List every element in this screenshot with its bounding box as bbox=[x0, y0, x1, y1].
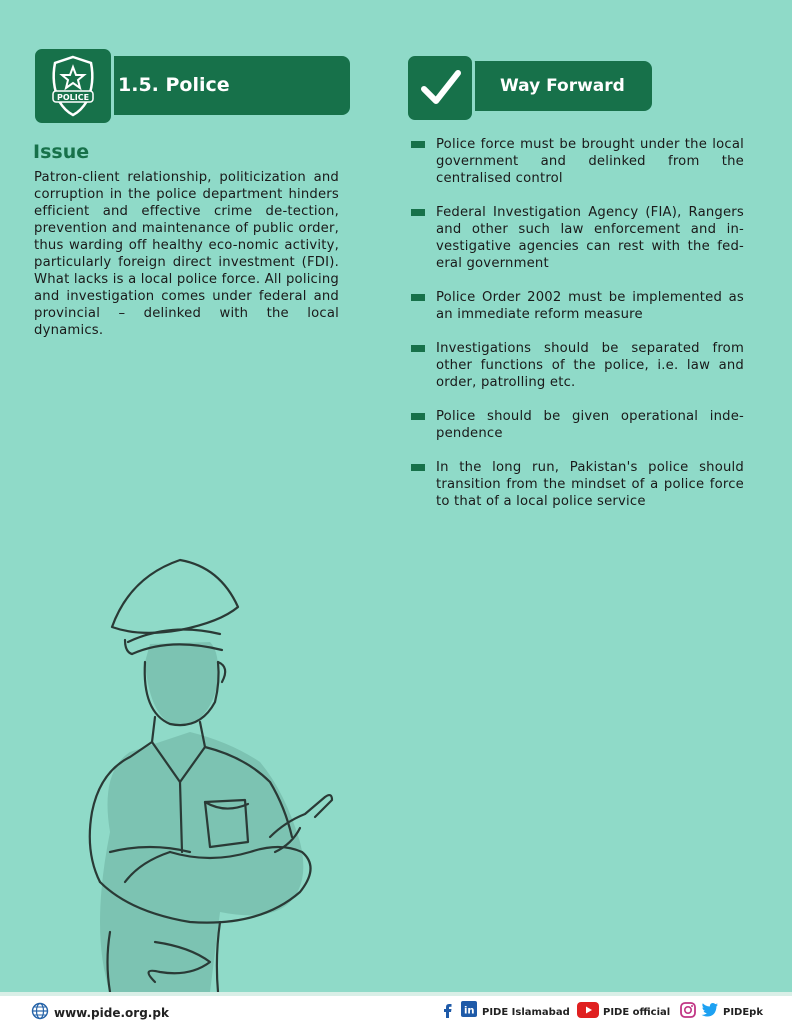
linkedin-icon[interactable] bbox=[461, 1001, 477, 1017]
way-forward-list bbox=[411, 136, 744, 510]
bullet-icon bbox=[411, 345, 425, 352]
check-box bbox=[405, 53, 475, 123]
list-item-text: Police Order 2002 must be implemented as an immediate reform measure bbox=[436, 290, 744, 322]
badge-text: POLICE bbox=[56, 93, 90, 102]
way-forward-title: Way Forward bbox=[500, 76, 625, 96]
website-link[interactable]: www.pide.org.pk bbox=[54, 1006, 169, 1020]
list-item bbox=[411, 408, 744, 442]
issue-text: Patron-client relationship, politicization and corruption in the police department hinders efficient and effective crime de-tection, prevention and maintenance of public order, thus warding off healthy eco-nomic activity, particularly foreign direct investment (FDI). What lacks is a local police force. All policing and investigation comes under federal and provincial – delinked with the local dynamics. bbox=[34, 170, 339, 338]
section-title: 1.5. Police bbox=[118, 74, 230, 96]
svg-text:in: in bbox=[464, 1005, 475, 1017]
twitter-label[interactable]: PIDEpk bbox=[723, 1007, 763, 1018]
list-item bbox=[411, 340, 744, 391]
list-item-text: Federal Investigation Agency (FIA), Rangers and other such law enforcement and in-vestigative agencies can rest with the fed-eral government bbox=[436, 205, 744, 271]
list-item bbox=[411, 204, 744, 272]
instagram-icon[interactable] bbox=[680, 1002, 696, 1018]
list-item-text: Investigations should be separated from other functions of the police, i.e. law and order, patrolling etc. bbox=[436, 341, 744, 390]
policeman-illustration bbox=[70, 552, 370, 992]
checkmark-icon bbox=[408, 56, 472, 120]
issue-heading: Issue bbox=[33, 141, 90, 163]
globe-icon[interactable] bbox=[31, 1002, 49, 1020]
facebook-icon[interactable] bbox=[441, 1001, 453, 1019]
youtube-icon[interactable] bbox=[577, 1002, 599, 1018]
list-item bbox=[411, 289, 744, 323]
bullet-icon bbox=[411, 141, 425, 148]
twitter-icon[interactable] bbox=[701, 1002, 719, 1018]
list-item-text: Police force must be brought under the local government and delinked from the centralised control bbox=[436, 137, 744, 186]
police-badge-box bbox=[32, 46, 114, 126]
list-item-text: Police should be given operational inde-pendence bbox=[436, 409, 744, 441]
list-item-text: In the long run, Pakistan's police should transition from the mindset of a police force to that of a local police service bbox=[436, 460, 744, 509]
list-item bbox=[411, 459, 744, 510]
linkedin-label[interactable]: PIDE Islamabad bbox=[482, 1007, 570, 1018]
footer bbox=[0, 992, 792, 1028]
bullet-icon bbox=[411, 294, 425, 301]
bullet-icon bbox=[411, 209, 425, 216]
youtube-label[interactable]: PIDE official bbox=[603, 1007, 671, 1018]
bullet-icon bbox=[411, 413, 425, 420]
police-badge-icon bbox=[35, 49, 111, 123]
bullet-icon bbox=[411, 464, 425, 471]
list-item bbox=[411, 136, 744, 187]
